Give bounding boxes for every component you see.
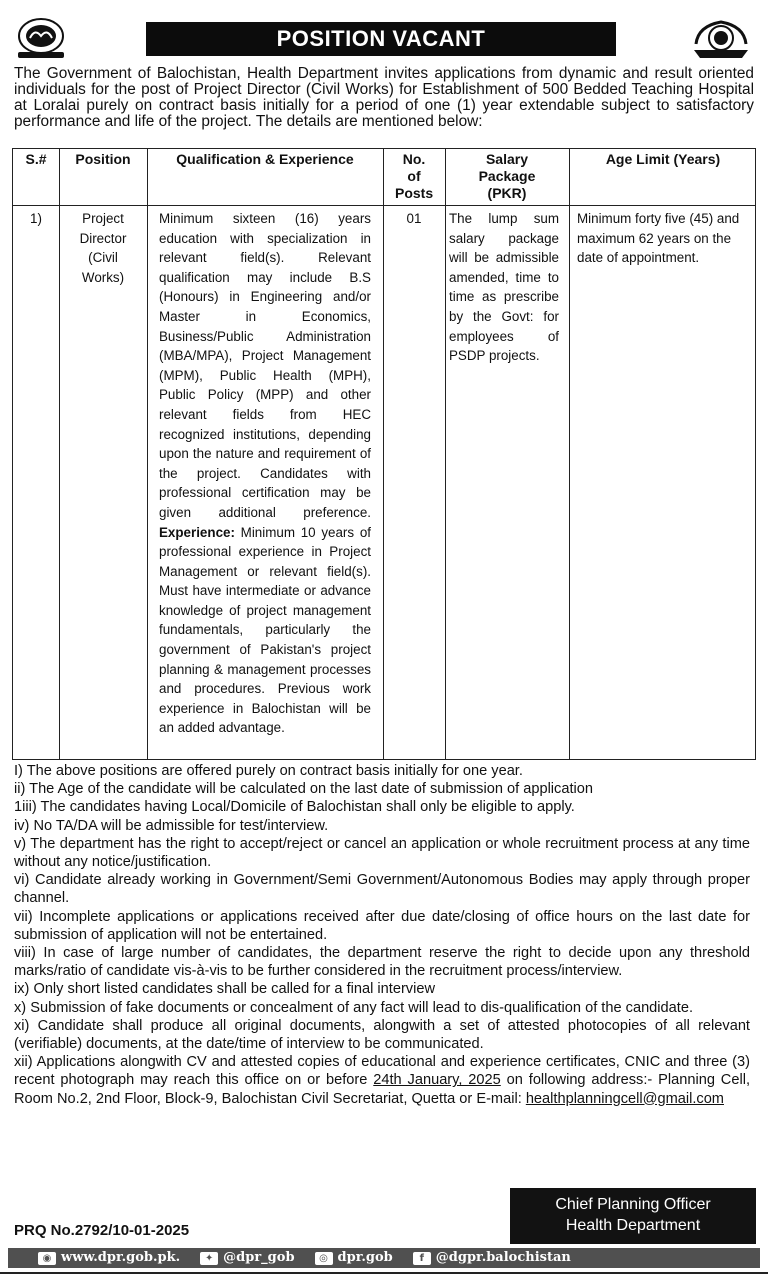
social-website[interactable]: ◉ www.dpr.gob.pk. [38,1248,180,1268]
qualification-text: Minimum sixteen (16) years education with specialization in relevant field(s). Relevant qualification may include B.S (Honours) in Engineering and/or Master in Economics, Business/Public Administration (MBA/MPA), Project Management (MPM), Public Health (MPH), Public Policy (MPP) and other relevant fields from HEC recognized institutions, depending upon the nature and requirement of the project. Candidates with professional certification may be given additional preference. [159,211,371,520]
row-posts: 01 [406,211,422,226]
list-item: ii) The Age of the candidate will be calculated on the last date of submission of application [14,781,593,798]
list-item: v) The department has the right to accept/reject or cancel an application or whole recruitment process at any time without any notice/justification. [14,835,750,871]
twitter-icon: ✦ [200,1252,218,1265]
bottom-rule [0,1272,768,1274]
list-item: I) The above positions are offered purely on contract basis initially for one year. [14,763,523,779]
list-item: viii) In case of large number of candidates, the department reserve the right to decide upon any threshold marks/ratio of candidate vis-à-vis to be further considered in the recruitment process/interview. [14,945,750,980]
email-link[interactable]: healthplanningcell@gmail.com [525,1090,724,1107]
vacancy-table [12,148,756,760]
balochistan-govt-emblem-icon [10,14,72,62]
list-item: xi) Candidate shall produce all original documents, alongwith a set of attested photocopies of all relevant (verifiable) documents, at the date/time of interview to be communicated. [14,1017,750,1053]
health-department-emblem-icon [690,14,752,62]
list-item: 1iii) The candidates having Local/Domicile of Balochistan shall only be eligible to apply. [14,799,575,816]
header-position: Position [75,151,131,167]
list-item: ix) Only short listed candidates shall be called for a final interview [14,981,436,998]
row-position: Project Director (Civil Works) [79,211,127,285]
deadline-date: 24th January, 2025 [373,1072,501,1089]
header-sno: S.# [25,151,47,167]
experience-text: Minimum 10 years of professional experience in Project Management or relevant field(s). Must have intermediate or advance knowledge of project management fundamentals, particularly the government of Pakistan's project planning & management processes and procedures. Previous work experience in Balochistan will be an added advantage. [159,524,371,736]
social-twitter[interactable]: ✦ @dpr_gob [200,1248,294,1268]
instagram-icon: ◎ [315,1252,333,1265]
social-instagram[interactable]: ◎ dpr.gob [315,1248,393,1268]
list-item: xii) Applications alongwith CV and attested copies of educational and experience certificates, CNIC and three (3) recent photograph may reach this office on or before 24th January, 2025 on following address:- Planning Cell, Room No.2, 2nd Floor, Block-9, Balochistan Civil Secretariat, Quetta or E-mail: healthplanningcell@gmail.com [14,1054,750,1107]
globe-icon: ◉ [38,1252,56,1265]
facebook-icon: f [413,1252,431,1265]
header-posts: No. of Posts [395,151,434,201]
list-item: x) Submission of fake documents or concealment of any fact will lead to dis-qualification of the candidate. [14,999,693,1016]
conditions-list [14,762,750,1108]
list-item: vii) Incomplete applications or applications received after due date/closing of office hours on the last date for submission of application will not be entertained. [14,908,751,943]
intro-paragraph: The Government of Balochistan, Health Department invites applications from dynamic and result oriented individuals for the post of Project Director (Civil Works) for Establishment of 500 Bedded Teaching Hospital at Loralai purely on contract basis initially for a period of one (1) year extendable subject to satisfactory performance and life of the project. The details are mentioned below: [14,65,754,130]
officer-department: Health Department [565,1217,701,1234]
row-qualification [159,209,371,738]
social-bar [8,1248,760,1268]
list-item: iv) No TA/DA will be admissible for test/interview. [14,817,329,834]
row-sno: 1) [30,211,42,226]
row-salary: The lump sum salary package will be admissible amended, time to time as prescribe by the Govt: for employees of PSDP projects. [449,211,559,364]
row-age: Minimum forty five (45) and maximum 62 years on the date of appointment. [577,211,740,266]
officer-title: Chief Planning Officer [555,1196,711,1213]
header-age: Age Limit (Years) [605,151,721,167]
header-qualification: Qualification & Experience [176,151,354,167]
list-item: vi) Candidate already working in Government/Semi Government/Autonomous Bodies may apply through proper channel. [14,872,750,907]
page-title: POSITION VACANT [146,22,616,56]
social-facebook[interactable]: f @dgpr.balochistan [413,1248,571,1268]
header-salary: Salary Package (PKR) [478,151,536,201]
signatory-box [510,1188,756,1244]
experience-label: Experience: [159,524,235,540]
prq-number: PRQ No.2792/10-01-2025 [14,1222,190,1239]
